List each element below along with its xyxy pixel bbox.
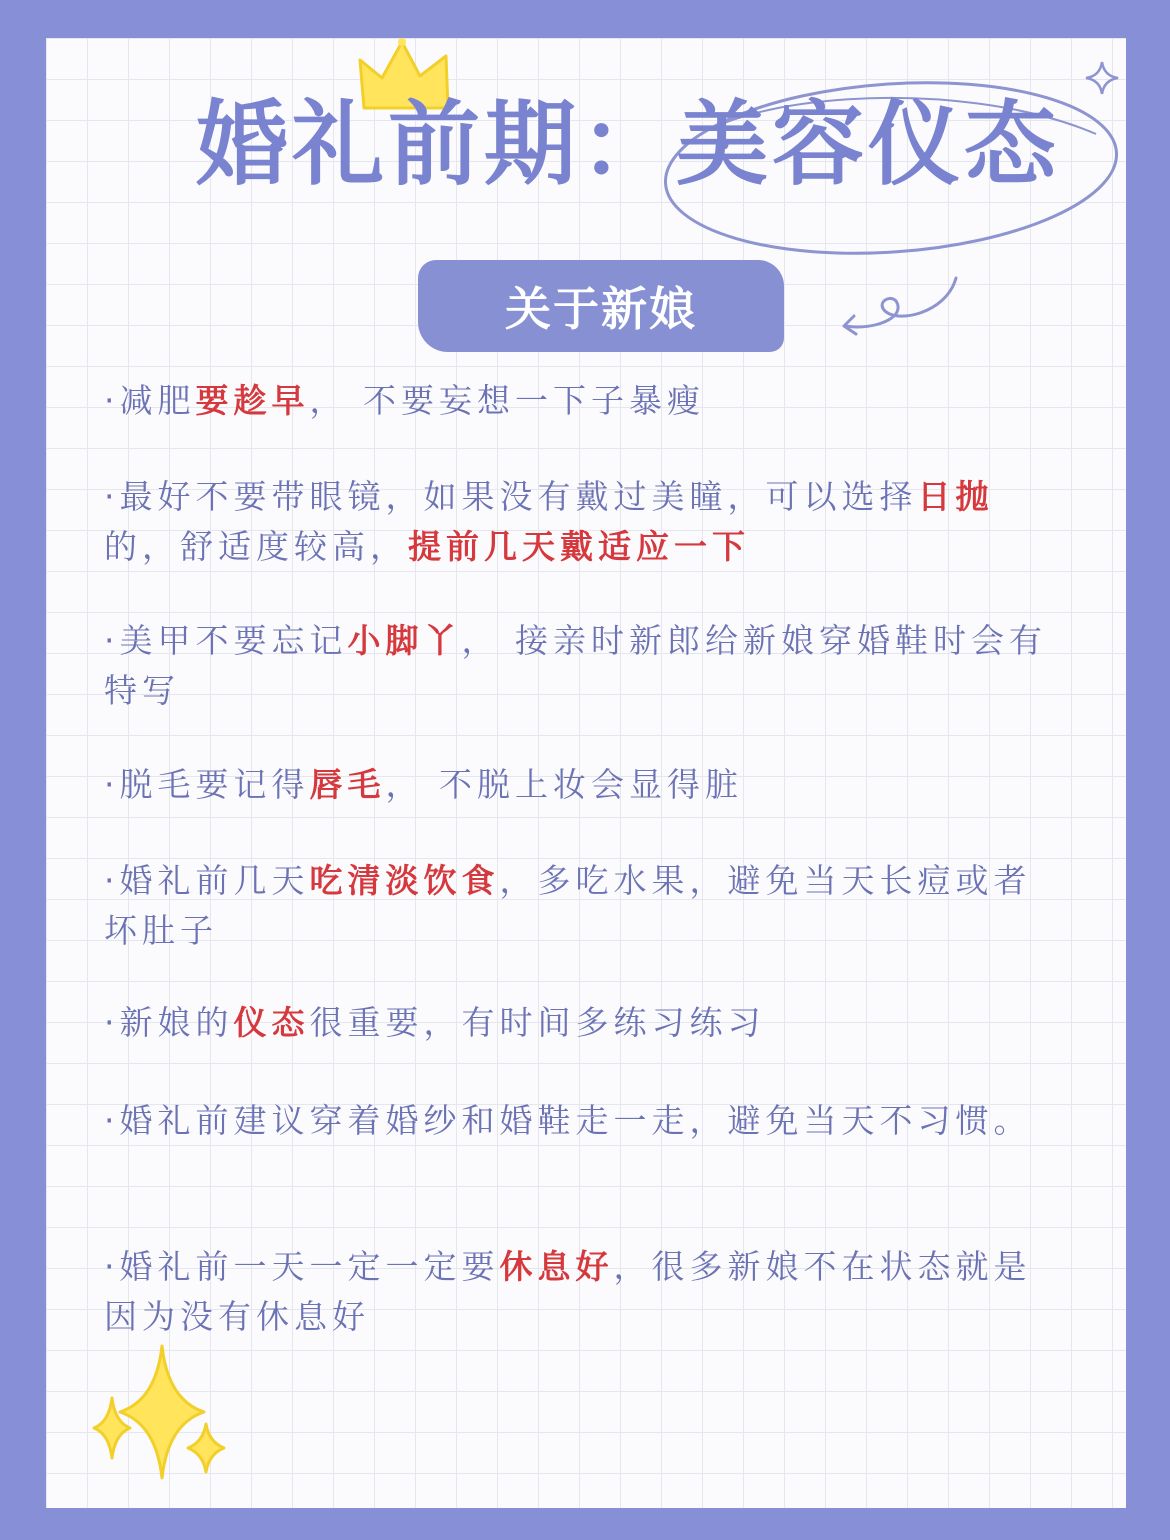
tip-text: ·新娘的 (104, 1003, 234, 1042)
tip-item (104, 998, 1064, 1048)
tip-highlight: 日抛 (917, 477, 994, 516)
note-card (46, 38, 1126, 1508)
tip-text: ，很多新娘不在状态就是因为没有休息好 (104, 1247, 1032, 1336)
sparkles-icon (86, 1338, 236, 1488)
tip-item (104, 616, 1064, 716)
tip-highlight: 要趁早 (195, 381, 310, 420)
tip-text: ·美甲不要忘记 (104, 621, 348, 660)
tip-text: ，多吃水果，避免当天长痘或者坏肚子 (104, 861, 1032, 950)
tip-text: ， 不脱上妆会显得脏 (385, 765, 743, 804)
tip-text: ， 接亲时新郎给新娘穿婚鞋时会有特写 (104, 621, 1047, 710)
tip-text: ·减肥 (104, 381, 196, 420)
tip-text: ·婚礼前几天 (104, 861, 310, 900)
tip-item (104, 856, 1064, 956)
tip-highlight: 提前几天戴适应一下 (408, 527, 750, 566)
section-badge (418, 260, 784, 352)
tip-highlight: 休息好 (499, 1247, 614, 1286)
tip-item (104, 760, 1064, 810)
page-title: 婚礼前期：美容仪态 (196, 91, 1061, 198)
tip-highlight: 唇毛 (309, 765, 386, 804)
tip-text: ·脱毛要记得 (104, 765, 310, 804)
curly-arrow-icon (836, 274, 966, 344)
tip-text: 很重要，有时间多练习练习 (309, 1003, 766, 1042)
tip-item (104, 376, 1064, 426)
tip-highlight: 小脚丫 (347, 621, 462, 660)
tip-text: 的，舒适度较高， (104, 527, 408, 566)
tip-text: ， 不要妄想一下子暴瘦 (309, 381, 705, 420)
tip-text: ·婚礼前建议穿着婚纱和婚鞋走一走，避免当天不习惯。 (104, 1101, 1032, 1140)
tip-item (104, 1096, 1064, 1146)
tip-text: ·婚礼前一天一定一定要 (104, 1247, 500, 1286)
tip-text: ·最好不要带眼镜，如果没有戴过美瞳，可以选择 (104, 477, 918, 516)
tip-item (104, 1242, 1064, 1342)
tip-item (104, 472, 1064, 572)
section-badge-label: 关于新娘 (505, 282, 697, 336)
tip-highlight: 仪态 (233, 1003, 310, 1042)
tip-highlight: 吃清淡饮食 (309, 861, 500, 900)
